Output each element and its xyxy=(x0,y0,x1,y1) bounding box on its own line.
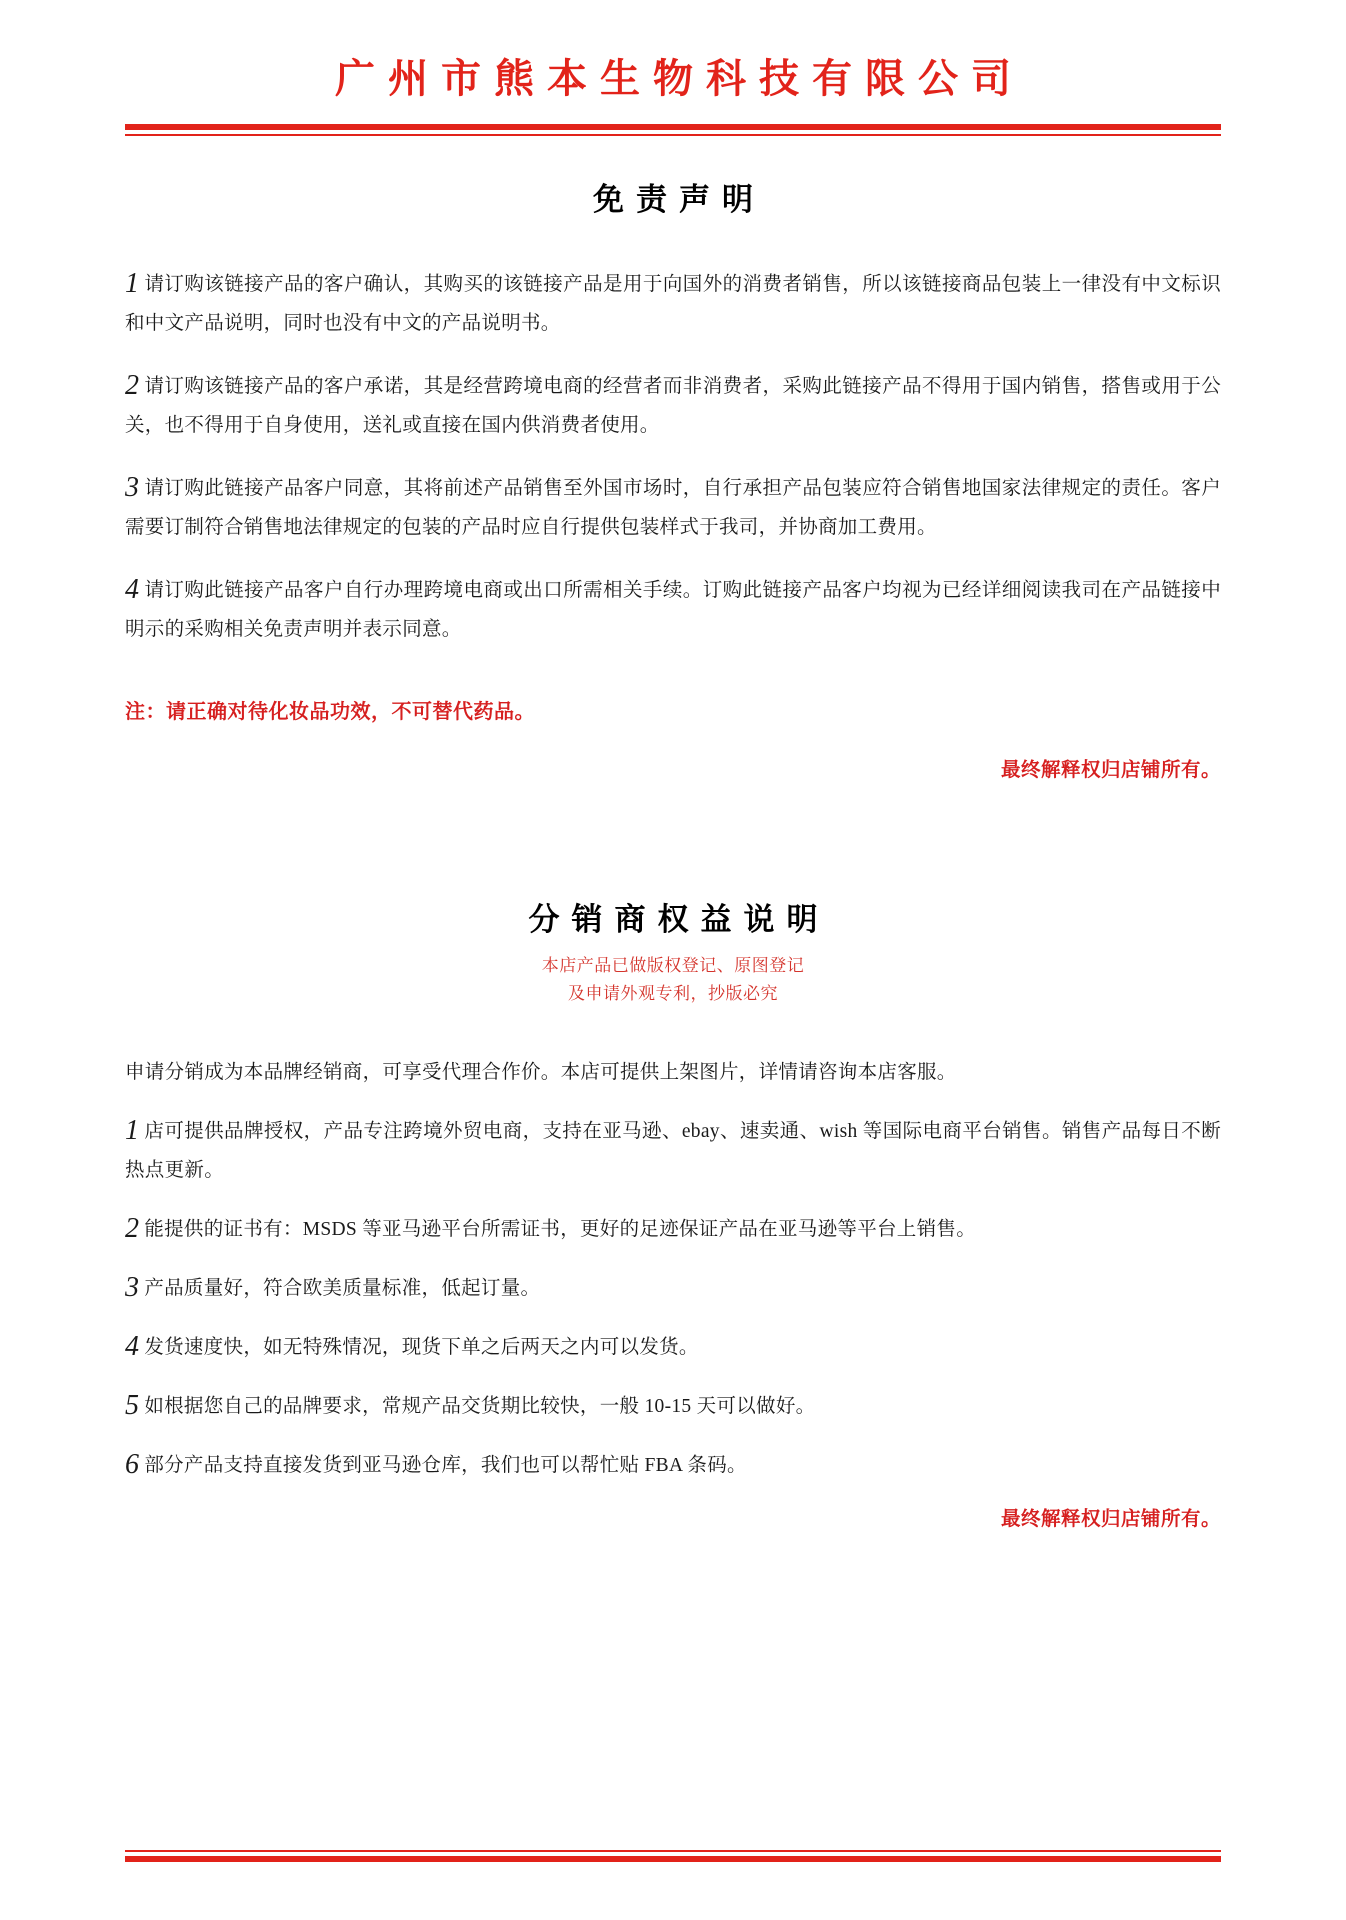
item-number: 4 xyxy=(125,1331,140,1363)
item-number: 2 xyxy=(125,370,140,401)
item-number: 4 xyxy=(125,574,140,605)
disclaimer-final-rights: 最终解释权归店铺所有。 xyxy=(1000,760,1221,781)
distributor-subtitle-line-1: 本店产品已做版权登记、原图登记 xyxy=(541,956,805,975)
spacer xyxy=(125,649,1221,695)
header-divider-rule xyxy=(125,124,1221,136)
spacer xyxy=(125,1092,1221,1112)
distributor-final-rights: 最终解释权归店铺所有。 xyxy=(1000,1509,1221,1531)
distributor-subtitle xyxy=(0,952,1346,1007)
item-text: 店可提供品牌授权，产品专注跨境外贸电商，支持在亚马逊、ebay、速卖通、wish 等国际电商平台销售。销售产品每日不断热点更新。 xyxy=(125,1121,1221,1182)
item-number: 3 xyxy=(125,1272,140,1304)
section-spacer xyxy=(0,782,1346,894)
disclaimer-item-2 xyxy=(125,367,1221,445)
spacer xyxy=(125,445,1221,469)
item-text: 请订购该链接产品的客户确认，其购买的该链接产品是用于向国外的消费者销售，所以该链接商品包装上一律没有中文标识和中文产品说明，同时也没有中文的产品说明书。 xyxy=(125,274,1221,334)
item-text: 如根据您自己的品牌要求，常规产品交货期比较快，一般 10-15 天可以做好。 xyxy=(144,1396,816,1418)
spacer xyxy=(125,1249,1221,1269)
item-text: 请订购此链接产品客户自行办理跨境电商或出口所需相关手续。订购此链接产品客户均视为已经详细阅读我司在产品链接中明示的采购相关免责声明并表示同意。 xyxy=(125,580,1221,640)
item-number: 1 xyxy=(125,268,140,299)
distributor-item-6 xyxy=(125,1446,1221,1485)
spacer xyxy=(125,724,1221,754)
disclaimer-heading: 免责声明 xyxy=(593,182,765,217)
spacer xyxy=(0,1007,1346,1053)
spacer xyxy=(125,1308,1221,1328)
item-text: 请订购此链接产品客户同意，其将前述产品销售至外国市场时，自行承担产品包装应符合销售地国家法律规定的责任。客户需要订制符合销售地法律规定的包装的产品时应自行提供包装样式于我司，并协商加工费用。 xyxy=(125,478,1221,538)
item-number: 1 xyxy=(125,1115,140,1147)
item-number: 5 xyxy=(125,1390,140,1422)
footer-divider-rule xyxy=(125,1850,1221,1862)
item-text: 请订购该链接产品的客户承诺，其是经营跨境电商的经营者而非消费者，采购此链接产品不得用于国内销售，搭售或用于公关，也不得用于自身使用，送礼或直接在国内供消费者使用。 xyxy=(125,376,1221,436)
item-number: 2 xyxy=(125,1213,140,1245)
spacer xyxy=(0,219,1346,265)
distributor-item-5 xyxy=(125,1387,1221,1426)
item-number: 3 xyxy=(125,472,140,503)
spacer xyxy=(125,1426,1221,1446)
distributor-subtitle-line-2: 及申请外观专利，抄版必究 xyxy=(568,983,778,1003)
disclaimer-body xyxy=(125,265,1221,782)
distributor-lead-paragraph: 申请分销成为本品牌经销商，可享受代理合作价。本店可提供上架图片，详情请咨询本店客服。 xyxy=(125,1062,957,1084)
spacer xyxy=(125,1485,1221,1503)
distributor-item-1 xyxy=(125,1112,1221,1190)
disclaimer-item-1 xyxy=(125,265,1221,343)
company-title: 广州市熊本生物科技有限公司 xyxy=(335,57,1024,101)
distributor-body xyxy=(125,1053,1221,1531)
item-number: 6 xyxy=(125,1449,140,1481)
distributor-item-3 xyxy=(125,1269,1221,1308)
disclaimer-item-3 xyxy=(125,469,1221,547)
spacer xyxy=(125,547,1221,571)
item-text: 能提供的证书有：MSDS 等亚马逊平台所需证书，更好的足迹保证产品在亚马逊等平台上销售。 xyxy=(144,1219,976,1241)
spacer xyxy=(125,1190,1221,1210)
item-text: 产品质量好，符合欧美质量标准，低起订量。 xyxy=(144,1278,541,1300)
item-text: 部分产品支持直接发货到亚马逊仓库，我们也可以帮忙贴 FBA 条码。 xyxy=(144,1455,747,1477)
distributor-item-4 xyxy=(125,1328,1221,1367)
distributor-heading: 分销商权益说明 xyxy=(528,902,830,937)
spacer xyxy=(125,343,1221,367)
distributor-item-2 xyxy=(125,1210,1221,1249)
item-text: 发货速度快，如无特殊情况，现货下单之后两天之内可以发货。 xyxy=(144,1337,699,1359)
disclaimer-item-4 xyxy=(125,571,1221,649)
disclaimer-note: 注：请正确对待化妆品功效，不可替代药品。 xyxy=(125,701,535,723)
spacer xyxy=(125,1367,1221,1387)
